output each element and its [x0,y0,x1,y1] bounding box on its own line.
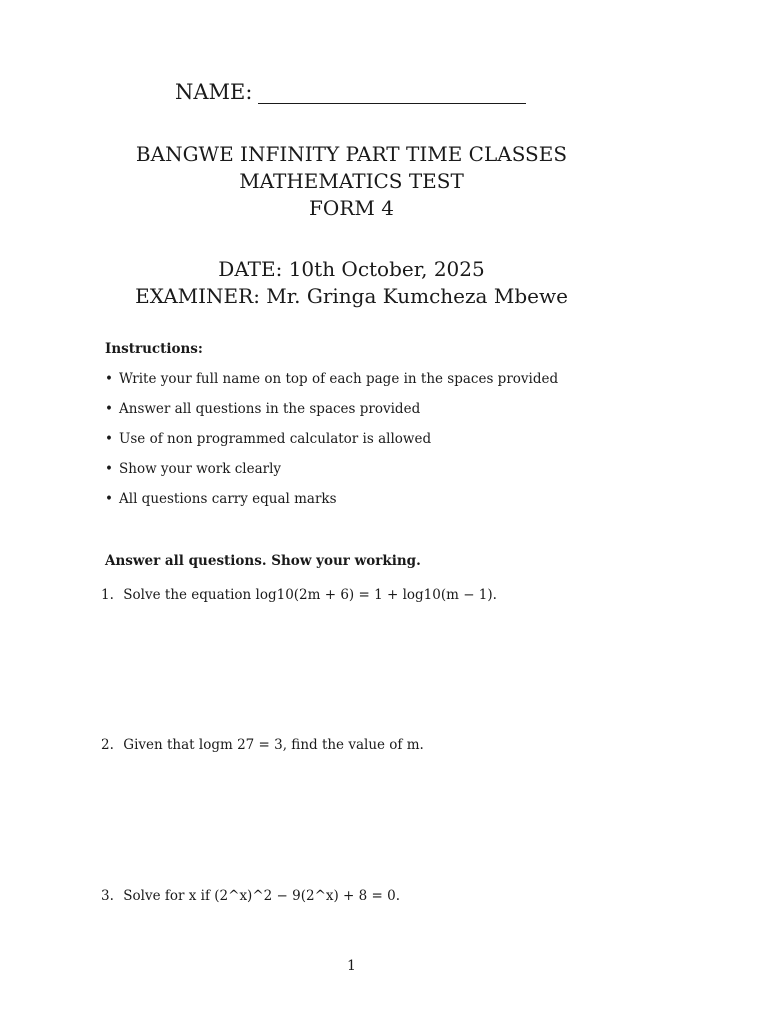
list-item [105,399,558,429]
question-number: 1. [101,587,114,603]
name-label: NAME: [175,80,253,104]
name-blank-line[interactable] [258,83,526,104]
instruction-text: Use of non programmed calculator is allowed [119,431,432,447]
answer-all-heading: Answer all questions. Show your working. [105,553,421,569]
test-title: MATHEMATICS TEST [239,169,464,193]
question-number: 3. [101,888,114,904]
bullet-icon: • [105,461,113,477]
question-1 [101,587,497,603]
list-item [105,459,558,489]
instruction-text: Answer all questions in the spaces provided [119,401,421,417]
instruction-text: Show your work clearly [119,461,282,477]
bullet-icon: • [105,431,113,447]
test-header [0,141,703,222]
instruction-text: All questions carry equal marks [119,491,337,507]
question-number: 2. [101,737,114,753]
bullet-icon: • [105,401,113,417]
question-text: Given that logm 27 = 3, find the value of m. [123,737,424,753]
question-2 [101,737,424,753]
bullet-icon: • [105,491,113,507]
bullet-icon: • [105,371,113,387]
examiner-line: EXAMINER: Mr. Gringa Kumcheza Mbewe [135,284,568,308]
instructions-title: Instructions: [105,341,203,357]
list-item [105,429,558,459]
exam-meta [0,256,703,310]
page-number: 1 [347,958,356,974]
question-text: Solve the equation log10(2m + 6) = 1 + log10(m − 1). [123,587,497,603]
instructions-list [105,369,558,519]
form-level: FORM 4 [309,196,394,220]
school-name: BANGWE INFINITY PART TIME CLASSES [135,142,568,166]
instruction-text: Write your full name on top of each page in the spaces provided [119,371,559,387]
name-field [175,80,526,104]
question-3 [101,888,400,904]
question-text: Solve for x if (2^x)^2 − 9(2^x) + 8 = 0. [123,888,401,904]
list-item [105,489,558,519]
list-item [105,369,558,399]
date-line: DATE: 10th October, 2025 [218,257,485,281]
